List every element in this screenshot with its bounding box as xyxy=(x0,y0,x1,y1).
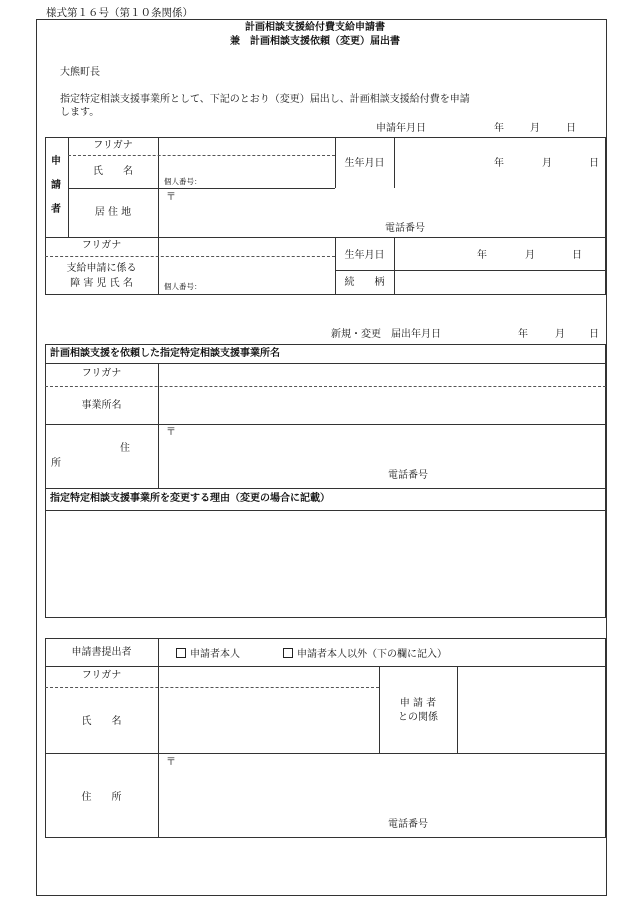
child-birth-year[interactable]: 年 xyxy=(477,250,487,261)
applicant-personal-number: 個人番号： xyxy=(164,177,202,186)
office-name-label: 事業所名 xyxy=(81,400,122,411)
applicant-birth-year[interactable]: 年 xyxy=(494,158,504,169)
submitter-relation-line1: 申 請 者 xyxy=(399,698,437,709)
office-address-char1: 住 xyxy=(120,443,130,454)
office-header: 計画相談支援を依頼した指定特定相談支援事業所名 xyxy=(50,348,280,359)
application-date-day[interactable]: 日 xyxy=(566,123,576,134)
office-change-reason: 指定特定相談支援事業所を変更する理由（変更の場合に記載） xyxy=(50,493,330,504)
applicant-postal-mark: 〒 xyxy=(166,192,176,203)
applicant-name-label: 氏 名 xyxy=(93,166,133,177)
applicant-birth-month[interactable]: 月 xyxy=(542,158,552,169)
form-number: 様式第１６号（第１０条関係） xyxy=(46,7,193,19)
submitter-option-self[interactable]: 申請者本人 xyxy=(176,648,240,660)
applicant-birth-date-label: 生年月日 xyxy=(344,158,385,169)
applicant-furigana-label: フリガナ xyxy=(93,140,133,151)
applicant-phone-label: 電話番号 xyxy=(385,223,425,234)
submitter-address-label: 住 所 xyxy=(81,792,122,803)
applicant-side-label-2: 請 xyxy=(51,180,61,191)
application-date-year[interactable]: 年 xyxy=(494,123,504,134)
child-birth-day[interactable]: 日 xyxy=(572,250,582,261)
submitter-option-other[interactable]: 申請者本人以外（下の欄に記入） xyxy=(283,648,447,660)
form-title-line2: 兼 計画相談支援依頼（変更）届出書 xyxy=(230,36,400,47)
child-label-line2: 障 害 児 氏 名 xyxy=(70,278,133,289)
notification-date-day[interactable]: 日 xyxy=(589,329,599,340)
applicant-side-label-3: 者 xyxy=(51,204,61,215)
submitter-table xyxy=(45,638,606,838)
notification-date-label: 新規・変更 届出年月日 xyxy=(331,329,441,340)
submitter-name-label: 氏 名 xyxy=(81,716,122,727)
office-address-char2: 所 xyxy=(51,458,61,469)
checkbox-self[interactable] xyxy=(176,648,186,658)
intro-line2: します。 xyxy=(60,107,100,118)
checkbox-other[interactable] xyxy=(283,648,293,658)
application-date-label: 申請年月日 xyxy=(376,123,426,134)
applicant-address-label: 居 住 地 xyxy=(94,207,132,218)
form-title-line1: 計画相談支援給付費支給申請書 xyxy=(245,22,385,33)
child-personal-number: 個人番号： xyxy=(164,282,202,291)
notification-date-month[interactable]: 月 xyxy=(555,329,565,340)
submitter-label: 申請書提出者 xyxy=(71,647,132,658)
submitter-postal-mark: 〒 xyxy=(166,757,176,768)
child-relation-label: 続 柄 xyxy=(344,277,385,288)
child-birth-date-label: 生年月日 xyxy=(344,250,385,261)
child-furigana-label: フリガナ xyxy=(81,240,122,251)
submitter-furigana-label: フリガナ xyxy=(81,670,122,681)
application-date-month[interactable]: 月 xyxy=(530,123,540,134)
submitter-relation-line2: との関係 xyxy=(398,712,438,723)
office-phone-label: 電話番号 xyxy=(388,470,428,481)
applicant-birth-day[interactable]: 日 xyxy=(589,158,599,169)
child-birth-month[interactable]: 月 xyxy=(525,250,535,261)
office-furigana-label: フリガナ xyxy=(81,368,122,379)
child-label-line1: 支給申請に係る xyxy=(66,263,137,274)
intro-line1: 指定特定相談支援事業所として、下記のとおり（変更）届出し、計画相談支援給付費を申請 xyxy=(60,94,470,105)
addressee: 大熊町長 xyxy=(60,67,100,78)
submitter-phone-label: 電話番号 xyxy=(388,819,428,830)
notification-date-year[interactable]: 年 xyxy=(518,329,528,340)
applicant-side-label-1: 申 xyxy=(51,156,61,167)
office-postal-mark: 〒 xyxy=(166,427,176,438)
